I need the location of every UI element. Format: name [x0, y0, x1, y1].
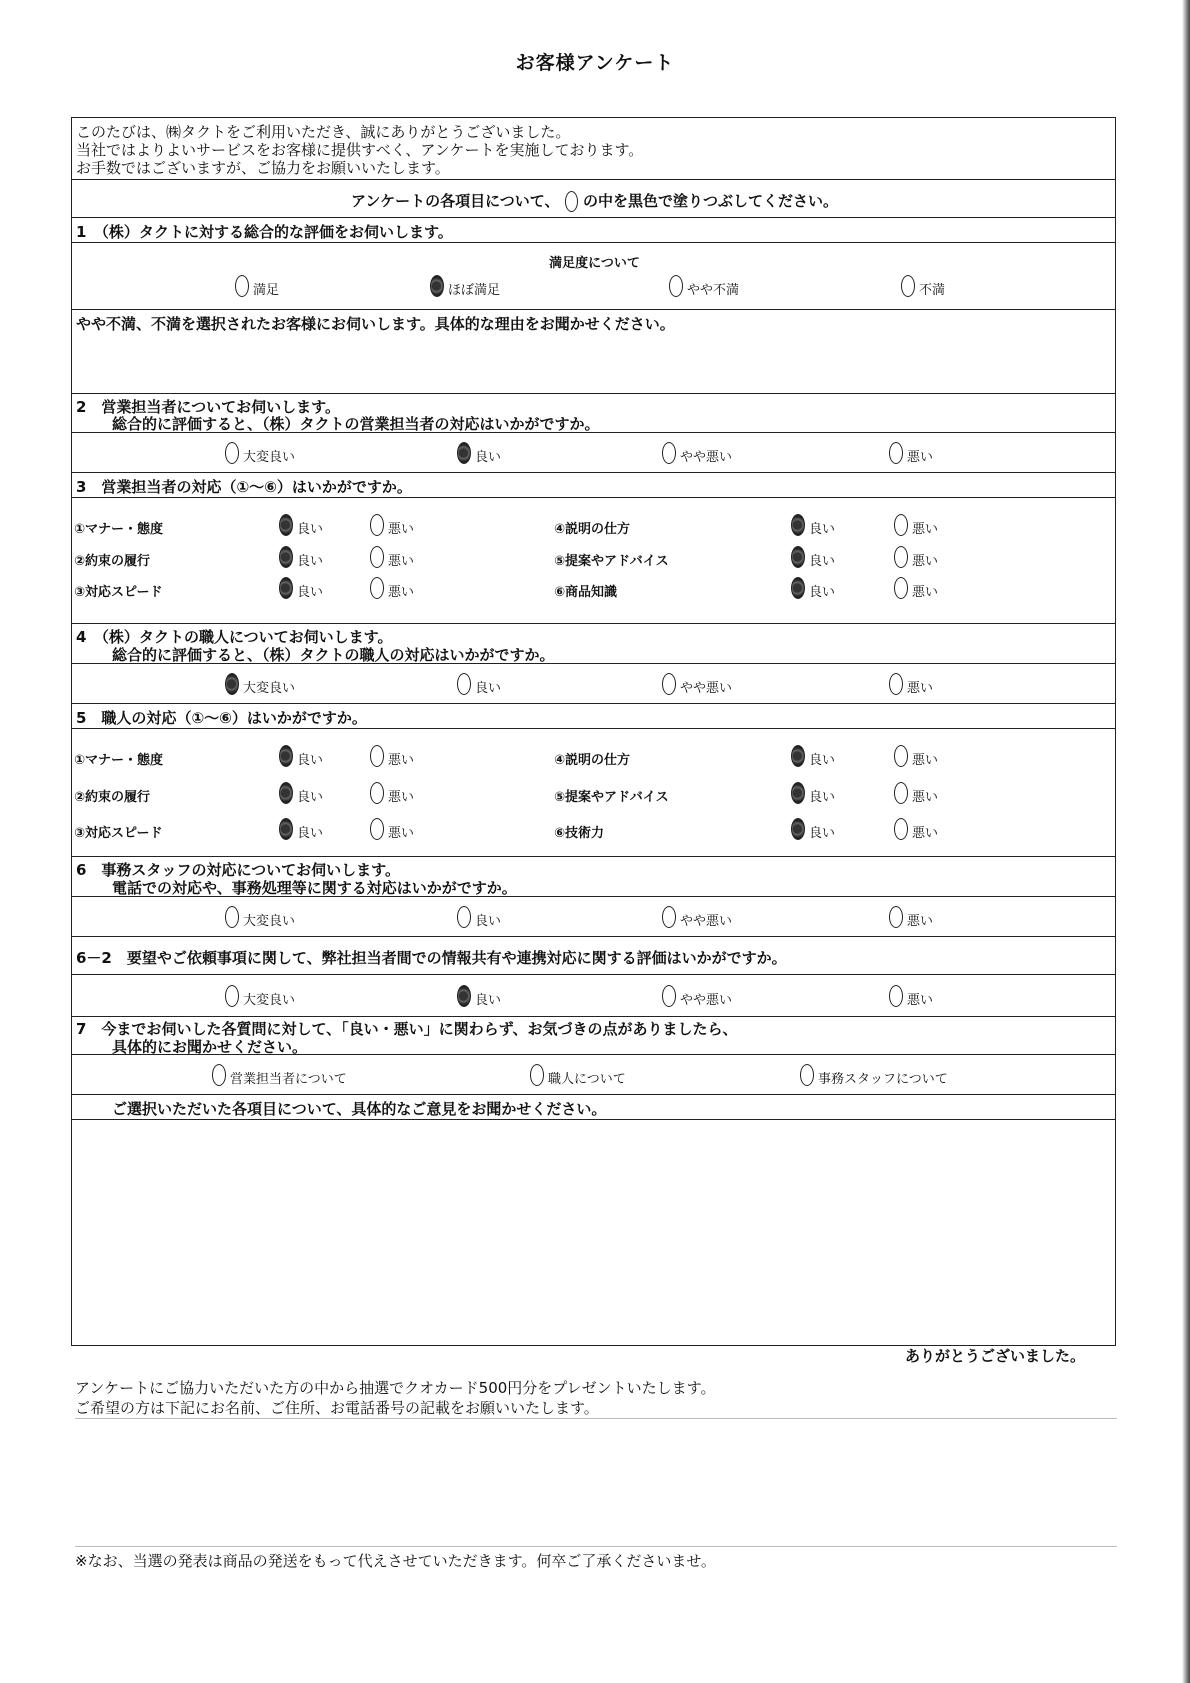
radio-oval-icon[interactable] — [225, 985, 239, 1007]
note-text: ※なお、当選の発表は商品の発送をもって代えさせていただきます。何卒ご了承くださいませ。 — [75, 1552, 716, 1570]
radio-oval-filled-icon[interactable] — [457, 985, 471, 1007]
radio-oval-filled-icon[interactable] — [791, 782, 805, 804]
q5-heading-row — [72, 704, 1115, 729]
q7-followup-text: ご選択いただいた各項目について、具体的なご意見をお聞かせください。 — [112, 1100, 607, 1118]
radio-oval-icon[interactable] — [370, 546, 384, 568]
radio-oval-icon[interactable] — [370, 745, 384, 767]
q1-followup-text: やや不満、不満を選択されたお客様にお伺いします。具体的な理由をお聞かせください。 — [76, 315, 675, 333]
oval-example-icon — [565, 191, 578, 212]
page-title: お客様アンケート — [515, 52, 675, 74]
radio-oval-icon[interactable] — [457, 673, 471, 695]
radio-oval-icon[interactable] — [457, 906, 471, 928]
radio-oval-filled-icon[interactable] — [791, 546, 805, 568]
radio-oval-icon[interactable] — [370, 818, 384, 840]
q4-options-row: 大変良い 良い やや悪い 悪い — [72, 664, 1115, 704]
footer-line-1: アンケートにご協力いただいた方の中から抽選でクオカード500円分をプレゼントいたします。 — [75, 1379, 716, 1397]
q4-title-1: 4 （株）タクトの職人についてお伺いします。 — [76, 628, 393, 646]
q7-followup-row — [72, 1095, 1115, 1120]
q3-item-1-label: ①マナー・態度 — [74, 522, 164, 537]
radio-oval-icon[interactable] — [894, 745, 908, 767]
q4-title-2: 総合的に評価すると、（株）タクトの職人の対応はいかがですか。 — [112, 646, 555, 664]
q6-2-heading-row — [72, 937, 1115, 975]
radio-oval-icon[interactable] — [889, 985, 903, 1007]
instruction-before: アンケートの各項目について、 — [351, 192, 560, 210]
intro-line-1: このたびは、㈱タクトをご利用いただき、誠にありがとうございました。 — [76, 123, 571, 141]
instruction-after: の中を黒色で塗りつぶしてください。 — [582, 192, 838, 210]
radio-oval-icon[interactable] — [370, 514, 384, 536]
scan-edge — [1182, 0, 1190, 1683]
q3-item-5-label: ⑤提案やアドバイス — [554, 554, 669, 569]
radio-oval-filled-icon[interactable] — [791, 577, 805, 599]
q7-options-row: 営業担当者について 職人について 事務スタッフについて — [72, 1055, 1115, 1095]
radio-oval-filled-icon[interactable] — [430, 275, 444, 297]
radio-oval-icon[interactable] — [530, 1064, 544, 1086]
radio-oval-icon[interactable] — [894, 782, 908, 804]
radio-oval-filled-icon[interactable] — [279, 782, 293, 804]
q3-item-6-label: ⑥商品知識 — [554, 585, 618, 600]
q6-2-title: 6－2 要望やご依頼事項に関して、弊社担当者間での情報共有や連携対応に関する評価はいかがですか。 — [76, 949, 787, 967]
footer-line-2: ご希望の方は下記にお名前、ご住所、お電話番号の記載をお願いいたします。 — [75, 1399, 599, 1417]
radio-oval-icon[interactable] — [889, 673, 903, 695]
instruction-text — [72, 190, 1117, 212]
thanks-text: ありがとうございました。 — [905, 1347, 1086, 1365]
radio-oval-filled-icon[interactable] — [791, 745, 805, 767]
q5-item-5-label: ⑤提案やアドバイス — [554, 790, 669, 805]
radio-oval-filled-icon[interactable] — [279, 514, 293, 536]
radio-oval-icon[interactable] — [662, 442, 676, 464]
radio-oval-filled-icon[interactable] — [279, 818, 293, 840]
q7-title-2: 具体的にお聞かせください。 — [112, 1038, 308, 1056]
q7-heading-row — [72, 1017, 1115, 1055]
radio-oval-filled-icon[interactable] — [279, 745, 293, 767]
radio-oval-filled-icon[interactable] — [457, 442, 471, 464]
radio-oval-icon[interactable] — [894, 577, 908, 599]
radio-oval-icon[interactable] — [662, 906, 676, 928]
q3-grid: ①マナー・態度 良い 悪い ②約束の履行 良い 悪い ③対応スピード 良い 悪い ④説明の仕方 良い 悪い ⑤提案やアドバイス 良い 悪い ⑥商品知識 良い 悪い — [72, 498, 1115, 624]
q5-item-4-label: ④説明の仕方 — [554, 753, 631, 768]
q5-item-6-label: ⑥技術力 — [554, 826, 605, 841]
q1-followup-row[interactable] — [72, 310, 1115, 394]
radio-oval-filled-icon[interactable] — [279, 577, 293, 599]
radio-oval-icon[interactable] — [662, 985, 676, 1007]
radio-oval-icon[interactable] — [894, 546, 908, 568]
q3-item-4-label: ④説明の仕方 — [554, 522, 631, 537]
q3-item-2-label: ②約束の履行 — [74, 554, 151, 569]
q2-options-row: 大変良い 良い やや悪い 悪い — [72, 433, 1115, 473]
q6-options-row: 大変良い 良い やや悪い 悪い — [72, 897, 1115, 937]
radio-oval-icon[interactable] — [662, 673, 676, 695]
q5-grid: ①マナー・態度 良い 悪い ②約束の履行 良い 悪い ③対応スピード 良い 悪い ④説明の仕方 良い 悪い ⑤提案やアドバイス 良い 悪い ⑥技術力 良い 悪い — [72, 729, 1115, 857]
q1-title: 1 （株）タクトに対する総合的な評価をお伺いします。 — [76, 223, 453, 241]
q1-heading-row — [72, 218, 1115, 243]
q2-title-2: 総合的に評価すると、（株）タクトの営業担当者の対応はいかがですか。 — [112, 415, 600, 433]
q6-2-options-row: 大変良い 良い やや悪い 悪い — [72, 975, 1115, 1017]
radio-oval-icon[interactable] — [894, 514, 908, 536]
q3-heading-row — [72, 473, 1115, 498]
divider — [75, 1418, 1117, 1419]
radio-oval-filled-icon[interactable] — [791, 818, 805, 840]
q2-title-1: 2 営業担当者についてお伺いします。 — [76, 398, 340, 416]
q6-title-1: 6 事務スタッフの対応についてお伺いします。 — [76, 861, 400, 879]
radio-oval-icon[interactable] — [225, 442, 239, 464]
radio-oval-icon[interactable] — [894, 818, 908, 840]
radio-oval-icon[interactable] — [370, 782, 384, 804]
radio-oval-filled-icon[interactable] — [791, 514, 805, 536]
q4-heading-row — [72, 624, 1115, 664]
q1-subheading: 満足度について — [549, 256, 640, 271]
radio-oval-filled-icon[interactable] — [279, 546, 293, 568]
q2-heading-row — [72, 394, 1115, 433]
intro-line-3: お手数ではございますが、ご協力をお願いいたします。 — [76, 159, 450, 177]
contact-entry-area[interactable] — [75, 1420, 1117, 1545]
radio-oval-icon[interactable] — [800, 1064, 814, 1086]
radio-oval-icon[interactable] — [225, 906, 239, 928]
q5-item-1-label: ①マナー・態度 — [74, 753, 164, 768]
q1-options-row: 満足度について 満足 ほぼ満足 やや不満 不満 — [72, 243, 1115, 310]
instruction-row — [72, 180, 1115, 218]
q6-title-2: 電話での対応や、事務処理等に関する対応はいかがですか。 — [112, 879, 517, 897]
q7-title-1: 7 今までお伺いした各質問に対して、「良い・悪い」に関わらず、お気づきの点がありましたら、 — [76, 1020, 738, 1038]
q3-title: 3 営業担当者の対応（①〜⑥）はいかがですか。 — [76, 478, 412, 496]
radio-oval-icon[interactable] — [889, 442, 903, 464]
intro-section — [72, 118, 1115, 180]
radio-oval-icon[interactable] — [889, 906, 903, 928]
q6-heading-row — [72, 857, 1115, 897]
radio-oval-icon[interactable] — [669, 275, 683, 297]
q3-item-3-label: ③対応スピード — [74, 585, 163, 600]
radio-oval-icon[interactable] — [212, 1064, 226, 1086]
intro-line-2: 当社ではよりよいサービスをお客様に提供すべく、アンケートを実施しております。 — [76, 141, 644, 159]
radio-oval-icon[interactable] — [370, 577, 384, 599]
radio-oval-icon[interactable] — [235, 275, 249, 297]
q5-title: 5 職人の対応（①〜⑥）はいかがですか。 — [76, 709, 367, 727]
radio-oval-filled-icon[interactable] — [225, 673, 239, 695]
radio-oval-icon[interactable] — [901, 275, 915, 297]
survey-form — [71, 117, 1116, 1346]
q5-item-3-label: ③対応スピード — [74, 826, 163, 841]
q5-item-2-label: ②約束の履行 — [74, 790, 151, 805]
divider — [75, 1546, 1117, 1547]
comment-area[interactable] — [72, 1120, 1115, 1345]
